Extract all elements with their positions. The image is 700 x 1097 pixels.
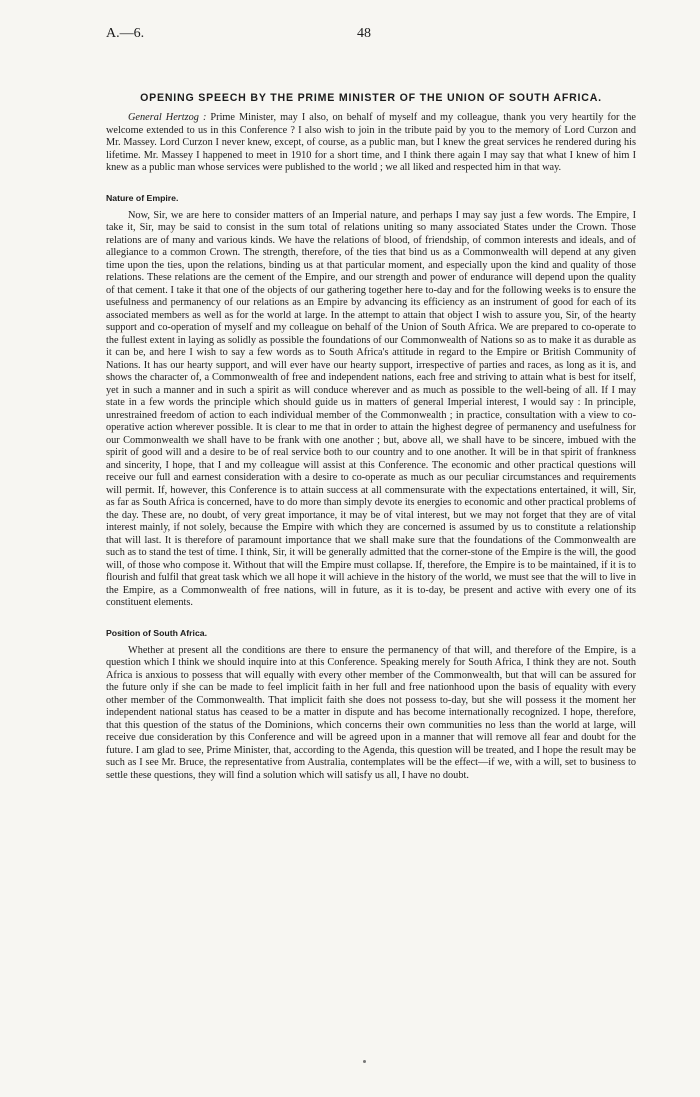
page-header (106, 26, 622, 46)
speech-title: OPENING SPEECH BY THE PRIME MINISTER OF THE UNION OF SOUTH AFRICA. (140, 92, 602, 104)
document-reference: A.—6. (106, 26, 145, 41)
section-heading-nature-of-empire: Nature of Empire. (106, 192, 179, 203)
section-paragraph-position-of-south-africa: Whether at present all the conditions are there to ensure the permanency of that will, and therefore of the Empire, is a question which I think we should inquire into at this Conference. Speaking merely for South Africa, I think they are not. South Africa is anxious to possess that will equally with every other member of the Commonwealth, but that will can be assured for the future only if she can be made to feel implicit faith in her full and free nationhood upon the basis of equality with every other member of the Commonwealth. That implicit faith she does not possess to-day, but she will possess it the moment her independent national status has ceased to be a matter in dispute and has become internationally recognized. I hope, therefore, that this question of the status of the Dominions, which concerns their own communities no less than the world at large, will receive due consideration by this Conference and will be agreed upon in a manner that will remove all fear and doubt for the future. I am glad to see, Prime Minister, that, according to the Agenda, this question will be treated, and I hope the result may be such as I see Mr. Bruce, the representative from Australia, contemplates will be the effect—if we, with a will, set to business to settle these questions, they will find a solution which will satisfy us all, I have no doubt. (106, 644, 636, 781)
page-mark (363, 1060, 366, 1063)
speaker-name: General Hertzog : (128, 112, 207, 123)
section-heading-position-of-south-africa: Position of South Africa. (106, 627, 208, 638)
intro-paragraph (106, 112, 636, 175)
document-body (106, 92, 636, 782)
page-number: 48 (357, 26, 371, 41)
intro-text: Prime Minister, may I also, on behalf of myself and my colleague, thank you very heartily for the welcome extended to us in this Conference ? I also wish to join in the tribute paid by you to the memory of Lord Curzon and Mr. Massey. Lord Curzon I never knew, except, of course, as a public man, but I knew the great services he rendered during his lifetime. Mr. Massey I happened to meet in 1910 for a short time, and I think there again I may say that what I knew of him I knew as a public man whose services were published to the world ; we all liked and respected him in that way. (106, 112, 636, 173)
section-paragraph-nature-of-empire: Now, Sir, we are here to consider matters of an Imperial nature, and perhaps I may say just a few words. The Empire, I take it, Sir, may be said to consist in the sum total of relations uniting so many associated States under the Crown. Those relations are of many and various kinds. We have the relations of blood, of friendship, of common interests and ideals, and of allegiance to a common Crown. The strength, therefore, of the ties that bind us as a Commonwealth will depend at any given time upon the ties, upon the relations, binding us at that particular moment, and especially upon the kind and quality of those relations. These relations are the cement of the Empire, and our strength and power of endurance will depend upon the quality of that cement. I take it that one of the objects of our gathering together here to-day and for the following weeks is to ensure the usefulness and permanency of our relations as an Empire by advancing its efficiency as an instrument of good for each of its associated members as well as for the world at large. In the attempt to attain that object I wish to assure you, Sir, of the hearty support and co-operation of myself and my colleague on behalf of the Union of South Africa. We are prepared to co-operate to the fullest extent in laying as solidly as possible the foundations of our Commonwealth of Nations so as to make it as durable as it can be, and here I wish to say a few words as to South Africa's attitude in regard to the Empire or British Community of Nations. It has our hearty support, and will ever have our hearty support, irrespective of parties and races, as long as it is, and shows the character of, a Commonwealth of free and independent nations, each free and striving to attain what is best for itself, yet in such a manner and in such a spirit as will conduce wherever and as much as possible to the well-being of all. If I may state in a few words the principle which should guide us in matters of general Imperial interest, I would say : In principle, unrestrained freedom of action to each individual member of the Commonwealth ; in practice, consultation with a view to co-operative action wherever possible. It is clear to me that in order to attain the highest degree of permanency and usefulness for our Commonwealth we shall have to be frank with one another ; but, above all, we shall have to be sincere, imbued with the spirit of good will and a desire to be of real service both to our country and to one another. It will be in that spirit of frankness and sincerity, I hope, that I and my colleague will assist at this Conference. The economic and other practical questions will receive our full and earnest consideration with a desire to co-operate as much as our peculiar circumstances and requirements will permit. If, however, this Conference is to attain success at all commensurate with the expectations entertained, it will, Sir, as far as South Africa is concerned, have to do more than simply devote its energies to economic and other practical problems of the day. These are, no doubt, of very great importance, it may be of vital interest, but we may not forget that they are of vital interest mainly, if not solely, because the Empire with which they are concerned is assumed by us to constitute a relationship that will last. It is therefore of paramount importance that we shall make sure that the foundations of the Commonwealth are such as to stand the test of time. I think, Sir, it will be generally admitted that the corner-stone of the Empire is the will, the good will, of those who compose it. Without that will the Empire must collapse. If, therefore, the Empire is to be maintained, if it is to flourish and fulfil that great task which we all hope it will achieve in the history of the world, we must see that the will to live in the Empire, as a Commonwealth of free nations, will in future, as it is to-day, be present and active with every one of its constituent elements. (106, 209, 636, 608)
